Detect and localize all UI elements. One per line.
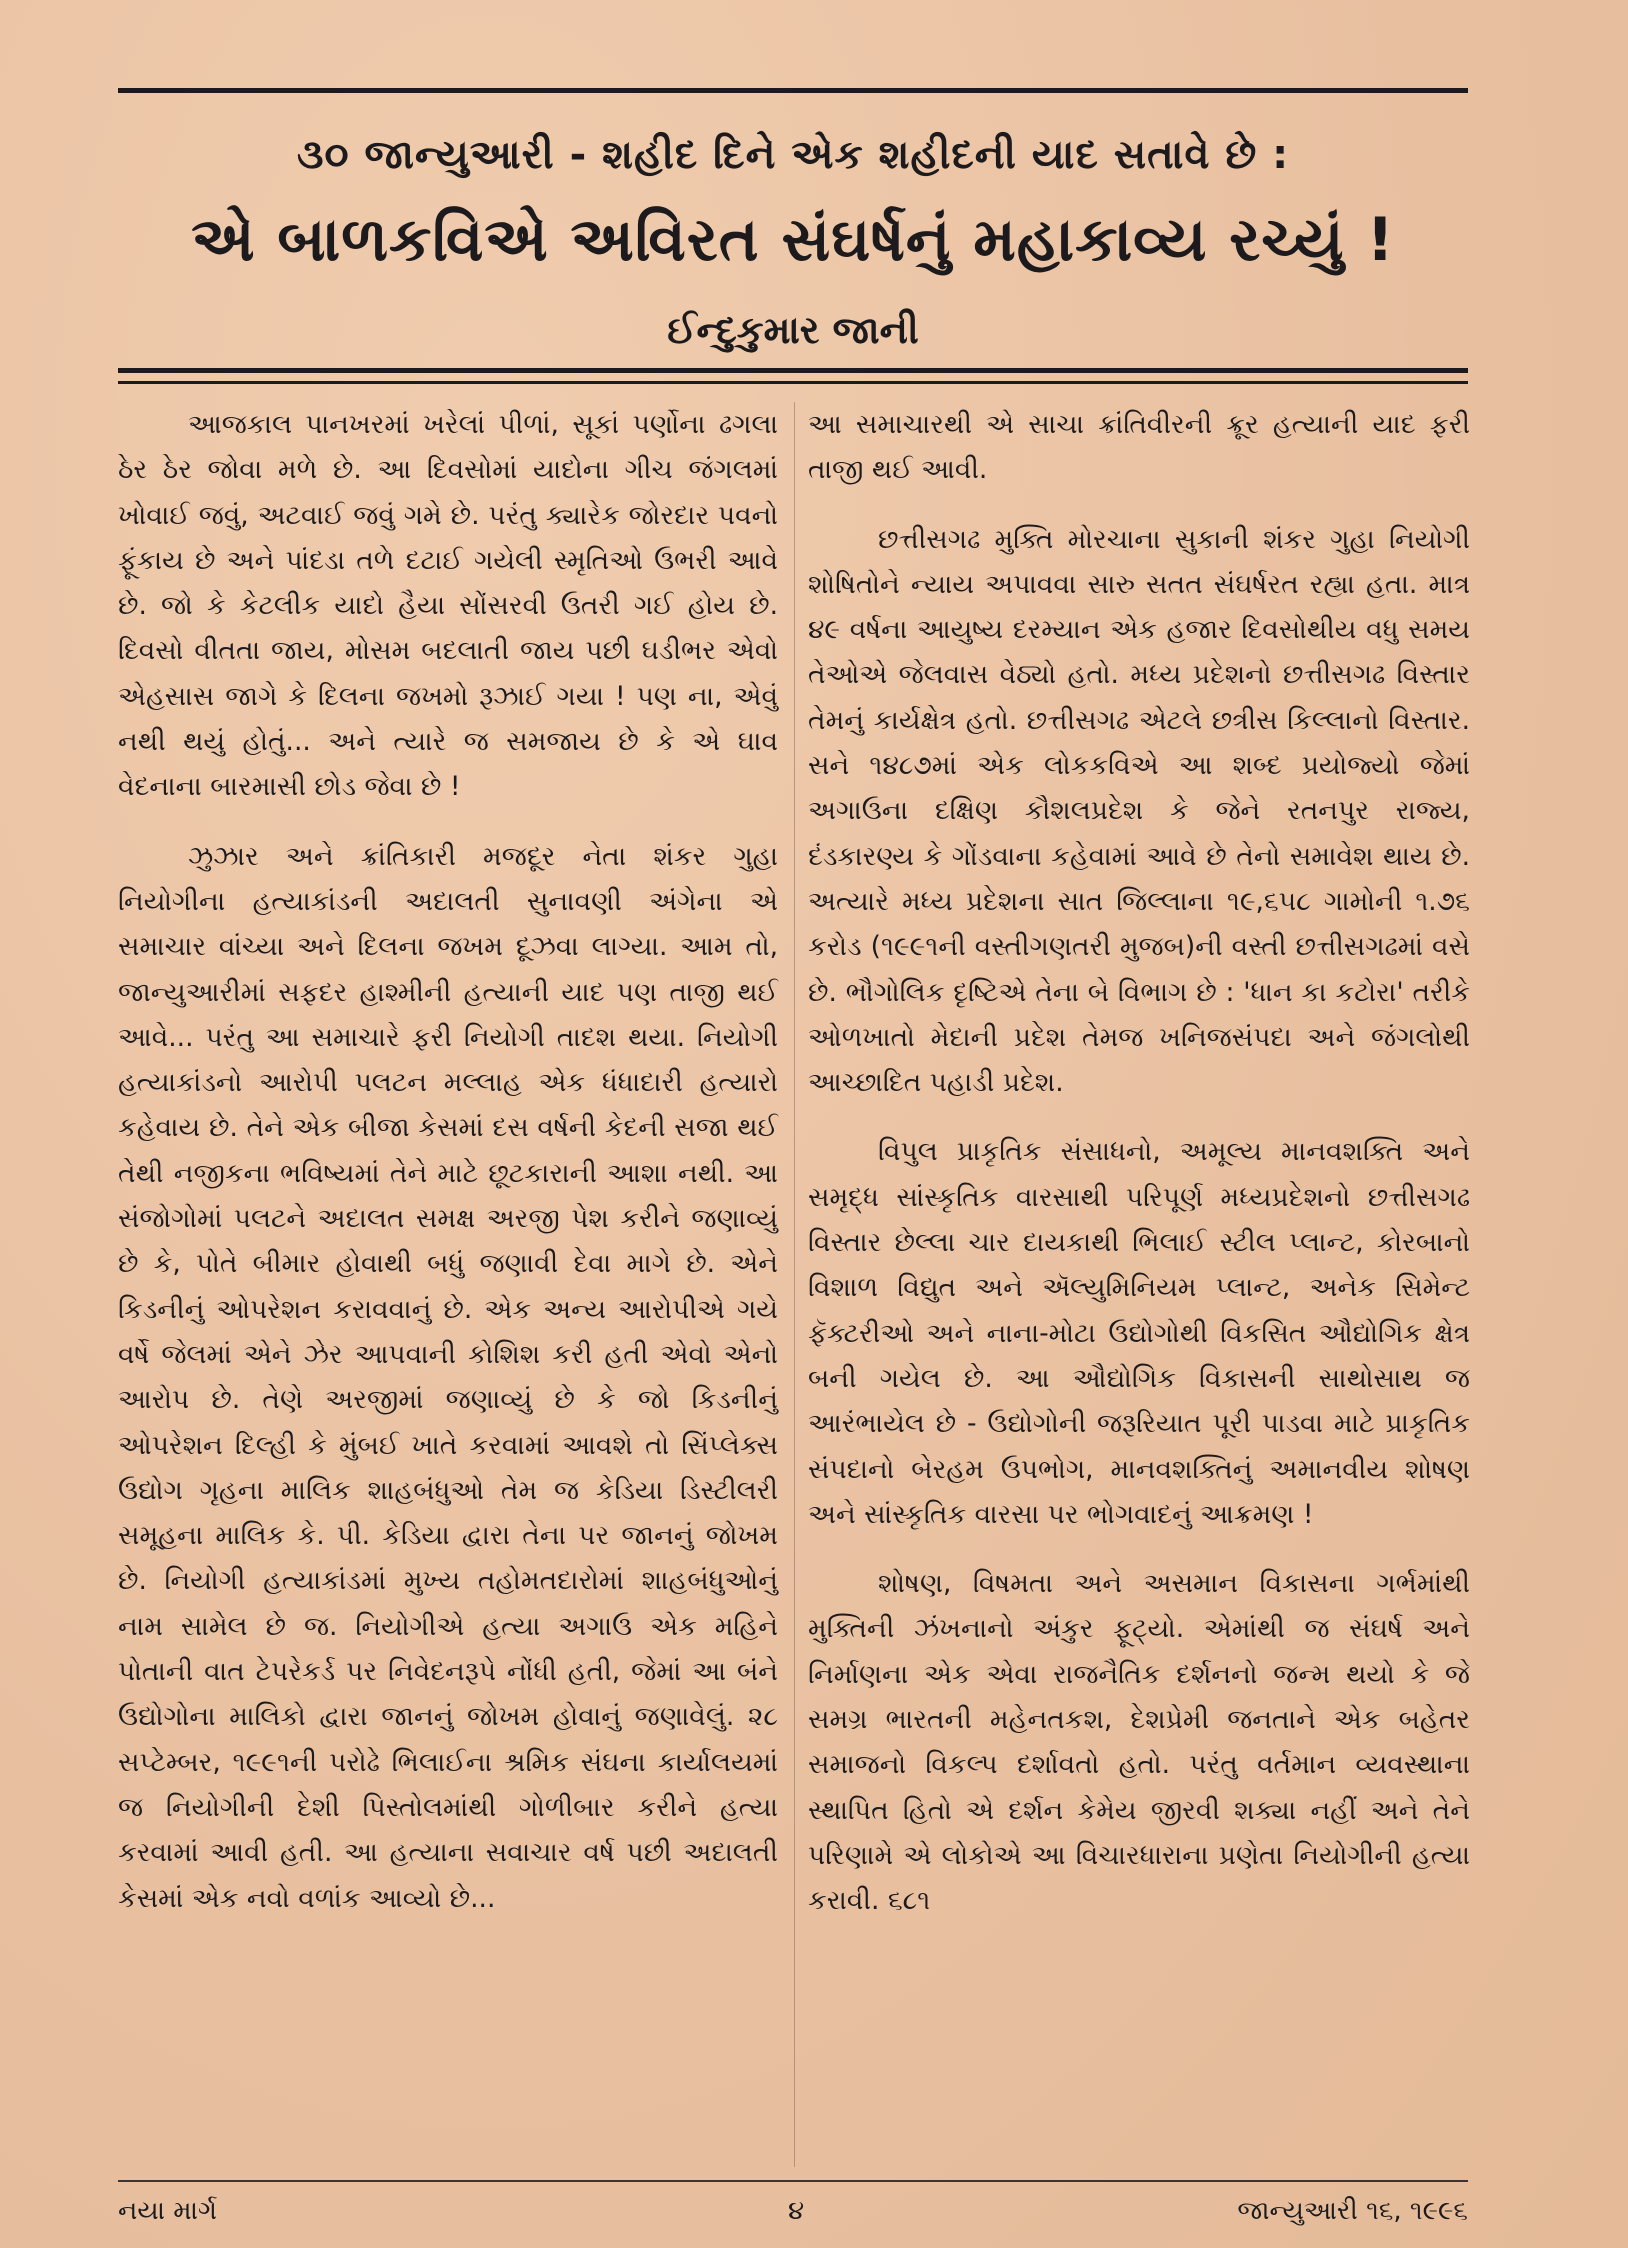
page-number: ૪ [788,2196,805,2226]
paragraph: વિપુલ પ્રાકૃતિક સંસાધનો, અમૂલ્ય માનવશક્તિ અને સમૃદ્ધ સાંસ્કૃતિક વારસાથી પરિપૂર્ણ મધ્યપ્રદેશનો છત્તીસગઢ વિસ્તાર છેલ્લા ચાર દાયકાથી ભિલાઈ સ્ટીલ પ્લાન્ટ, કોરબાનો વિશાળ વિદ્યુત અને ઍલ્યુમિનિયમ પ્લાન્ટ, અનેક સિમેન્ટ ફૅક્ટરીઓ અને નાના-મોટા ઉદ્યોગોથી વિકસિત ઔદ્યોગિક ક્ષેત્ર બની ગયેલ છે. આ ઔદ્યોગિક વિકાસની સાથોસાથ જ આરંભાયેલ છે - ઉદ્યોગોની જરૂરિયાત પૂરી પાડવા માટે પ્રાકૃતિક સંપદાનો બેરહમ ઉપભોગ, માનવશક્તિનું અમાનવીય શોષણ અને સાંસ્કૃતિક વારસા પર ભોગવાદનું આક્રમણ ! [808,1136,1470,1530]
article-headline: એ બાળકવિએ અવિરત સંઘર્ષનું મહાકાવ્ય રચ્યું ! [191,205,1395,275]
article-kicker: ૩૦ જાન્યુઆરી - શહીદ દિને એક શહીદની યાદ સતાવે છે : [296,132,1290,178]
paragraph: આજકાલ પાનખરમાં ખરેલાં પીળાં, સૂકાં પર્ણોના ઢગલા ઠેર ઠેર જોવા મળે છે. આ દિવસોમાં યાદોના ગીચ જંગલમાં ખોવાઈ જવું, અટવાઈ જવું ગમે છે. પરંતુ ક્યારેક જોરદાર પવનો ફૂંકાય છે અને પાંદડા તળે દટાઈ ગયેલી સ્મૃતિઓ ઉભરી આવે છે. જો કે કેટલીક યાદો હૈયા સોંસરવી ઉતરી ગઈ હોય છે. દિવસો વીતતા જાય, મોસમ બદલાતી જાય પછી ઘડીભર એવો એહસાસ જાગે કે દિલના જખમો રૂઝાઈ ગયા ! પણ ના, એવું નથી થયું હોતું... અને ત્યારે જ સમજાય છે કે એ ઘાવ વેદનાના બારમાસી છોડ જેવા છે ! [118,409,778,803]
paragraph: ઝુઝાર અને ક્રાંતિકારી મજદૂર નેતા શંકર ગુહા નિયોગીના હત્યાકાંડની અદાલતી સુનાવણી અંગેના એ સમાચાર વાંચ્યા અને દિલના જખમ દૂઝવા લાગ્યા. આમ તો, જાન્યુઆરીમાં સફદર હાશ્મીની હત્યાની યાદ પણ તાજી થઈ આવે... પરંતુ આ સમાચારે ફરી નિયોગી તાદશ થયા. નિયોગી હત્યાકાંડનો આરોપી પલટન મલ્લાહ એક ધંધાદારી હત્યારો કહેવાય છે. તેને એક બીજા કેસમાં દસ વર્ષની કેદની સજા થઈ તેથી નજીકના ભવિષ્યમાં તેને માટે છૂટકારાની આશા નથી. આ સંજોગોમાં પલટને અદાલત સમક્ષ અરજી પેશ કરીને જણાવ્યું છે કે, પોતે બીમાર હોવાથી બધું જણાવી દેવા માગે છે. એને કિડનીનું ઓપરેશન કરાવવાનું છે. એક અન્ય આરોપીએ ગયે વર્ષે જેલમાં એને ઝેર આપવાની કોશિશ કરી હતી એવો એનો આરોપ છે. તેણે અરજીમાં જણાવ્યું છે કે જો કિડનીનું ઓપરેશન દિલ્હી કે મુંબઈ ખાતે કરવામાં આવશે તો સિંપ્લેક્સ ઉદ્યોગ ગૃહના માલિક શાહબંધુઓ તેમ જ કેડિયા ડિસ્ટીલરી સમૂહના માલિક કે. પી. કેડિયા દ્વારા તેના પર જાનનું જોખમ છે. નિયોગી હત્યાકાંડમાં મુખ્ય તહોમતદારોમાં શાહબંધુઓનું નામ સામેલ છે જ. નિયોગીએ હત્યા અગાઉ એક મહિને પોતાની વાત ટેપરેકર્ડ પર નિવેદનરૂપે નોંધી હતી, જેમાં આ બંને ઉદ્યોગોના માલિકો દ્વારા જાનનું જોખમ હોવાનું જણાવેલું. ૨૮ સપ્ટેમ્બર, ૧૯૯૧ની પરોઢે ભિલાઈના શ્રમિક સંઘના કાર્યાલયમાં જ નિયોગીની દેશી પિસ્તોલમાંથી ગોળીબાર કરીને હત્યા કરવામાં આવી હતી. આ હત્યાના સવાચાર વર્ષ પછી અદાલતી કેસમાં એક નવો વળાંક આવ્યો છે... [118,840,778,1914]
header-rule-thin [118,381,1468,384]
issue-date: જાન્યુઆરી ૧૬, ૧૯૯૬ [1237,2196,1468,2226]
paragraph: શોષણ, વિષમતા અને અસમાન વિકાસના ગર્ભમાંથી મુક્તિની ઝંખનાનો અંકુર ફૂટ્યો. એમાંથી જ સંઘર્ષ અને નિર્માણના એક એવા રાજનૈતિક દર્શનનો જન્મ થયો કે જે સમગ્ર ભારતની મહેનતકશ, દેશપ્રેમી જનતાને એક બહેતર સમાજનો વિકલ્પ દર્શાવતો હતો. પરંતુ વર્તમાન વ્યવસ્થાના સ્થાપિત હિતો એ દર્શન કેમેય જીરવી શક્યા નહીં અને તેને પરિણામે એ લોકોએ આ વિચારધારાના પ્રણેતા નિયોગીની હત્યા કરાવી. ૬૮૧ [808,1568,1470,1917]
header-rule-thick [118,368,1468,373]
paragraph: છત્તીસગઢ મુક્તિ મોરચાના સુકાની શંકર ગુહા નિયોગી શોષિતોને ન્યાય અપાવવા સારુ સતત સંઘર્ષરત રહ્યા હતા. માત્ર ૪૯ વર્ષના આયુષ્ય દરમ્યાન એક હજાર દિવસોથીય વધુ સમય તેઓએ જેલવાસ વેઠ્યો હતો. મધ્ય પ્રદેશનો છત્તીસગઢ વિસ્તાર તેમનું કાર્યક્ષેત્ર હતો. છત્તીસગઢ એટલે છત્રીસ કિલ્લાનો વિસ્તાર. સને ૧૪૮૭માં એક લોકકવિએ આ શબ્દ પ્રયોજ્યો જેમાં અગાઉના દક્ષિણ કૌશલપ્રદેશ કે જેને રતનપુર રાજ્ય, દંડકારણ્ય કે ગોંડવાના કહેવામાં આવે છે તેનો સમાવેશ થાય છે. અત્યારે મધ્ય પ્રદેશના સાત જિલ્લાના ૧૯,૬૫૮ ગામોની ૧.૭૬ કરોડ (૧૯૯૧ની વસ્તીગણતરી મુજબ)ની વસ્તી છત્તીસગઢમાં વસે છે. ભૌગોલિક દૃષ્ટિએ તેના બે વિભાગ છે : 'ધાન કા કટોરા' તરીકે ઓળખાતો મેદાની પ્રદેશ તેમજ ખનિજસંપદા અને જંગલોથી આચ્છાદિત પહાડી પ્રદેશ. [808,523,1470,1099]
footer-rule [118,2180,1468,2182]
paragraph-continuation: આ સમાચારથી એ સાચા ક્રાંતિવીરની ક્રૂર હત્યાની યાદ ફરી તાજી થઈ આવી. [808,409,1470,486]
article-byline: ઈન્દુકુમાર જાની [667,308,919,352]
publication-name: નયા માર્ગ [118,2196,218,2226]
column-divider [794,402,795,2167]
article-column-right [808,402,1470,1948]
top-rule [118,88,1468,93]
article-column-left [118,402,778,1945]
